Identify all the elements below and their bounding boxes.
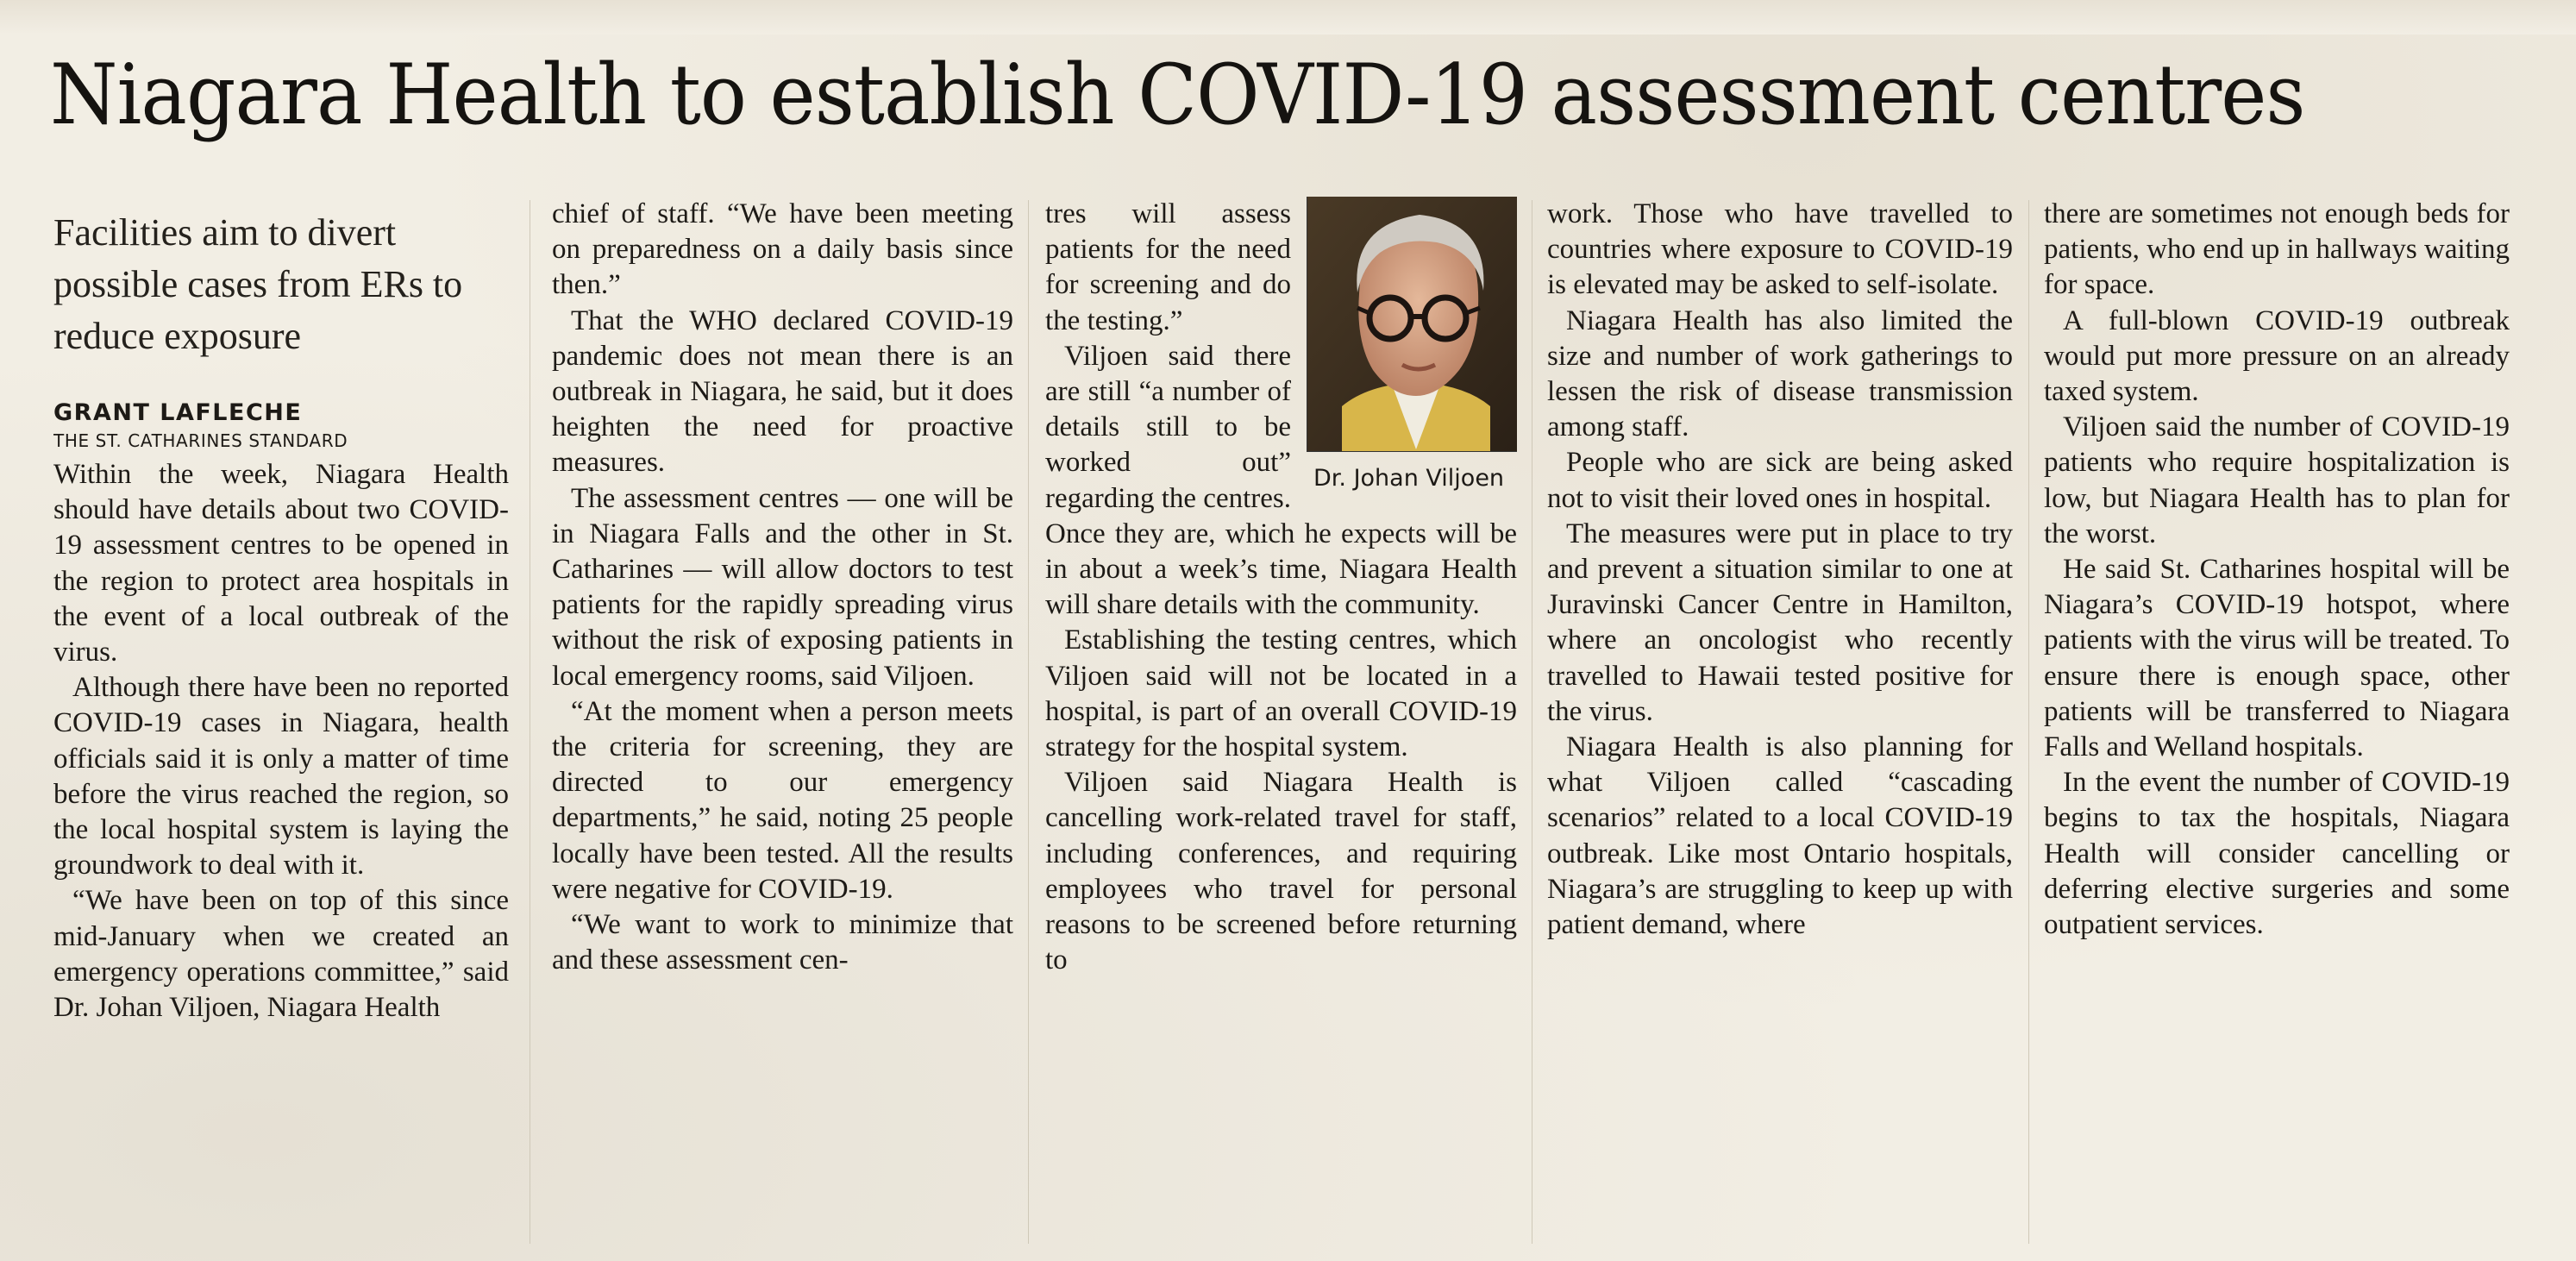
paragraph: Viljoen said Niagara Health is cancelling work-related travel for staff, including conferences, and requiring employees who travel for personal reasons to be screened before returning to — [1045, 767, 1517, 976]
paragraph: A full-blown COVID-19 outbreak would put more pressure on an already taxed system. — [2044, 304, 2510, 408]
top-bleed-strip — [0, 0, 2576, 35]
article-headline: Niagara Health to establish COVID-19 assessment centres — [50, 47, 2305, 143]
paragraph: chief of staff. “We have been meeting on preparedness on a daily basis since then.” — [552, 198, 1013, 301]
paragraph: Viljoen said there are still “a number of details still to be worked out” regarding the centres. Once they are, which he expects will be in about a week’s time, Niagara Health will share details with the community. — [1045, 340, 1517, 621]
portrait-photo-icon — [1307, 197, 1517, 452]
paragraph: Niagara Health has also limited the size and number of work gatherings to lessen the risk of disease transmission among staff. — [1547, 304, 2013, 443]
photo-caption: Dr. Johan Viljoen — [1313, 465, 1505, 492]
paragraph: tres will assess patients for the need for screening and do the testing.” — [1045, 198, 1291, 336]
paragraph: People who are sick are being asked not to visit their loved ones in hospital. — [1547, 447, 2013, 514]
paragraph: “At the moment when a person meets the criteria for screening, they are directed to our emergency departments,” he said, noting 25 people locally have been tested. All the results were negative for COVID-19. — [552, 695, 1013, 905]
article-deck: Facilities aim to divert possible cases from ERs to reduce exposure — [53, 211, 463, 357]
paragraph: Although there have been no reported COVID-19 cases in Niagara, health officials said it is only a matter of time before the virus reached the region, so the local hospital system is laying the groundwork to deal with it. — [53, 672, 509, 881]
article-column-2 — [552, 197, 1013, 1245]
publication-source: THE ST. CATHARINES STANDARD — [53, 430, 348, 451]
article-column-4 — [1547, 197, 2013, 1245]
byline: GRANT LAFLECHE — [53, 399, 303, 426]
article-column-5 — [2044, 197, 2510, 1245]
paragraph: He said St. Catharines hospital will be Niagara’s COVID-19 hotspot, where patients with the virus will be treated. To ensure there is enough space, other patients will be transferred to Niagara Falls and Welland hospitals. — [2044, 554, 2510, 763]
paragraph: The assessment centres — one will be in Niagara Falls and the other in St. Catharines — will allow doctors to test patients for the rapidly spreading virus without the risk of exposing patients in local emergency rooms, said Viljoen. — [552, 482, 1013, 692]
paragraph: there are sometimes not enough beds for patients, who end up in hallways waiting for space. — [2044, 198, 2510, 301]
paragraph: In the event the number of COVID-19 begins to tax the hospitals, Niagara Health will consider cancelling or deferring elective surgeries and some outpatient services. — [2044, 767, 2510, 941]
column-rule — [2028, 200, 2029, 1244]
paragraph: Niagara Health is also planning for what Viljoen called “cascading scenarios” related to a local COVID-19 outbreak. Like most Ontario hospitals, Niagara’s are struggling to keep up with patient demand, where — [1547, 731, 2013, 941]
paragraph: Within the week, Niagara Health should have details about two COVID-19 assessment centres to be opened in the region to protect area hospitals in the event of a local outbreak of the virus. — [53, 459, 509, 668]
paragraph: The measures were put in place to try and prevent a situation similar to one at Juravinski Cancer Centre in Hamilton, where an oncologist who recently travelled to Hawaii tested positive for the virus. — [1547, 518, 2013, 727]
article-column-3 — [1045, 197, 1517, 1245]
paragraph: work. Those who have travelled to countries where exposure to COVID-19 is elevated may be asked to self-isolate. — [1547, 198, 2013, 301]
paragraph: “We have been on top of this since mid-January when we created an emergency operations committee,” said Dr. Johan Viljoen, Niagara Health — [53, 885, 509, 1024]
photo-block — [1307, 197, 1517, 497]
paragraph: “We want to work to minimize that and these assessment cen- — [552, 909, 1013, 976]
column-rule — [1028, 200, 1029, 1244]
article-column-1 — [53, 197, 509, 1245]
paragraph: Viljoen said the number of COVID-19 patients who require hospitalization is low, but Niagara Health has to plan for the worst. — [2044, 411, 2510, 549]
paragraph: Establishing the testing centres, which Viljoen said will not be located in a hospital, is part of an overall COVID-19 strategy for the hospital system. — [1045, 624, 1517, 763]
paragraph: That the WHO declared COVID-19 pandemic does not mean there is an outbreak in Niagara, he said, but it does heighten the need for proactive measures. — [552, 304, 1013, 479]
